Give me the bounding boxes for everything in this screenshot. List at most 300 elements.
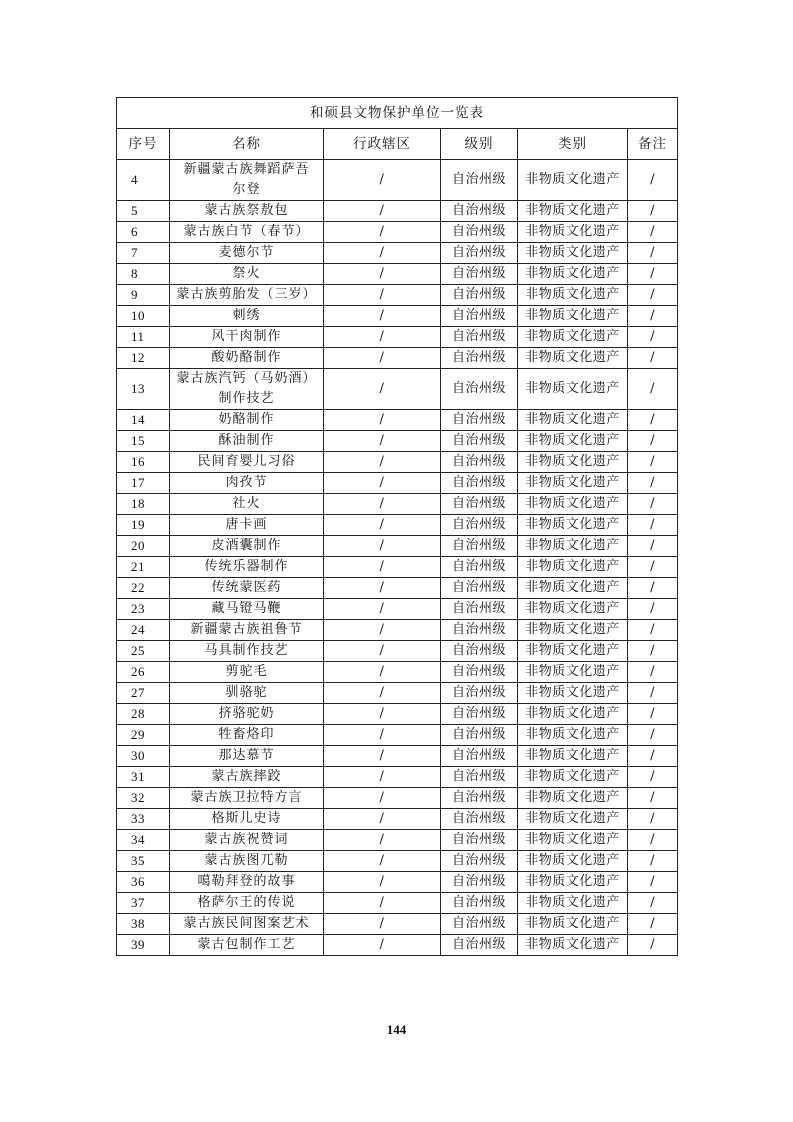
row-number-cell: 17 bbox=[117, 473, 170, 494]
category-cell: 非物质文化遗产 bbox=[518, 243, 628, 264]
note-cell: / bbox=[628, 348, 678, 369]
district-cell: / bbox=[324, 327, 441, 348]
name-line: 刺绣 bbox=[232, 308, 261, 323]
table-row bbox=[117, 746, 678, 767]
district-cell: / bbox=[324, 704, 441, 725]
header-district: 行政辖区 bbox=[324, 129, 441, 160]
category-cell: 非物质文化遗产 bbox=[518, 201, 628, 222]
level-cell: 自治州级 bbox=[441, 788, 518, 809]
table-row bbox=[117, 410, 678, 431]
district-cell: / bbox=[324, 369, 441, 410]
name-cell bbox=[170, 327, 324, 348]
name-cell bbox=[170, 160, 324, 201]
table-row bbox=[117, 201, 678, 222]
category-cell: 非物质文化遗产 bbox=[518, 348, 628, 369]
note-cell: / bbox=[628, 536, 678, 557]
row-number-cell: 24 bbox=[117, 620, 170, 641]
level-cell: 自治州级 bbox=[441, 851, 518, 872]
name-cell bbox=[170, 306, 324, 327]
name-cell bbox=[170, 536, 324, 557]
district-cell: / bbox=[324, 872, 441, 893]
level-cell: 自治州级 bbox=[441, 410, 518, 431]
note-cell: / bbox=[628, 285, 678, 306]
district-cell: / bbox=[324, 830, 441, 851]
level-cell: 自治州级 bbox=[441, 494, 518, 515]
name-line: 牲畜烙印 bbox=[218, 727, 275, 742]
name-line: 尔登 bbox=[232, 182, 261, 197]
district-cell: / bbox=[324, 452, 441, 473]
name-line: 那达慕节 bbox=[218, 748, 275, 763]
row-number-cell: 18 bbox=[117, 494, 170, 515]
category-cell: 非物质文化遗产 bbox=[518, 473, 628, 494]
name-cell bbox=[170, 285, 324, 306]
district-cell: / bbox=[324, 578, 441, 599]
row-number-cell: 11 bbox=[117, 327, 170, 348]
note-cell: / bbox=[628, 599, 678, 620]
note-cell: / bbox=[628, 935, 678, 956]
note-cell: / bbox=[628, 830, 678, 851]
table-row bbox=[117, 264, 678, 285]
name-cell bbox=[170, 767, 324, 788]
name-line: 马具制作技艺 bbox=[204, 643, 289, 658]
district-cell: / bbox=[324, 641, 441, 662]
table-row bbox=[117, 725, 678, 746]
note-cell: / bbox=[628, 515, 678, 536]
row-number-cell: 34 bbox=[117, 830, 170, 851]
note-cell: / bbox=[628, 243, 678, 264]
name-cell bbox=[170, 935, 324, 956]
category-cell: 非物质文化遗产 bbox=[518, 327, 628, 348]
district-cell: / bbox=[324, 662, 441, 683]
level-cell: 自治州级 bbox=[441, 872, 518, 893]
name-line: 挤骆驼奶 bbox=[218, 706, 275, 721]
header-note: 备注 bbox=[628, 129, 678, 160]
note-cell: / bbox=[628, 788, 678, 809]
name-line: 唐卡画 bbox=[225, 517, 268, 532]
name-cell bbox=[170, 473, 324, 494]
name-line: 剪驼毛 bbox=[225, 664, 268, 679]
row-number-cell: 32 bbox=[117, 788, 170, 809]
row-number-cell: 26 bbox=[117, 662, 170, 683]
name-cell bbox=[170, 348, 324, 369]
district-cell: / bbox=[324, 222, 441, 243]
table-row bbox=[117, 872, 678, 893]
category-cell: 非物质文化遗产 bbox=[518, 599, 628, 620]
note-cell: / bbox=[628, 473, 678, 494]
row-number-cell: 5 bbox=[117, 201, 170, 222]
row-number-cell: 6 bbox=[117, 222, 170, 243]
name-line: 祭火 bbox=[232, 266, 261, 281]
name-cell bbox=[170, 851, 324, 872]
table-row bbox=[117, 578, 678, 599]
level-cell: 自治州级 bbox=[441, 641, 518, 662]
district-cell: / bbox=[324, 935, 441, 956]
name-line: 蒙古族摔跤 bbox=[211, 769, 282, 784]
header-category: 类别 bbox=[518, 129, 628, 160]
row-number-cell: 30 bbox=[117, 746, 170, 767]
name-cell bbox=[170, 809, 324, 830]
category-cell: 非物质文化遗产 bbox=[518, 515, 628, 536]
category-cell: 非物质文化遗产 bbox=[518, 725, 628, 746]
table-row bbox=[117, 473, 678, 494]
name-cell bbox=[170, 725, 324, 746]
name-line: 噶勒拜登的故事 bbox=[197, 874, 296, 889]
level-cell: 自治州级 bbox=[441, 893, 518, 914]
district-cell: / bbox=[324, 348, 441, 369]
category-cell: 非物质文化遗产 bbox=[518, 222, 628, 243]
name-line: 蒙古族白节（春节） bbox=[183, 224, 310, 239]
name-cell bbox=[170, 557, 324, 578]
category-cell: 非物质文化遗产 bbox=[518, 788, 628, 809]
category-cell: 非物质文化遗产 bbox=[518, 641, 628, 662]
district-cell: / bbox=[324, 285, 441, 306]
level-cell: 自治州级 bbox=[441, 620, 518, 641]
note-cell: / bbox=[628, 641, 678, 662]
category-cell: 非物质文化遗产 bbox=[518, 578, 628, 599]
name-cell bbox=[170, 872, 324, 893]
name-line: 酥油制作 bbox=[218, 433, 275, 448]
level-cell: 自治州级 bbox=[441, 306, 518, 327]
level-cell: 自治州级 bbox=[441, 683, 518, 704]
category-cell: 非物质文化遗产 bbox=[518, 410, 628, 431]
name-line: 社火 bbox=[232, 496, 261, 511]
level-cell: 自治州级 bbox=[441, 536, 518, 557]
district-cell: / bbox=[324, 599, 441, 620]
level-cell: 自治州级 bbox=[441, 222, 518, 243]
category-cell: 非物质文化遗产 bbox=[518, 306, 628, 327]
level-cell: 自治州级 bbox=[441, 515, 518, 536]
level-cell: 自治州级 bbox=[441, 725, 518, 746]
table-row bbox=[117, 557, 678, 578]
row-number-cell: 25 bbox=[117, 641, 170, 662]
row-number-cell: 33 bbox=[117, 809, 170, 830]
table-row bbox=[117, 515, 678, 536]
row-number-cell: 39 bbox=[117, 935, 170, 956]
name-line: 蒙古族剪胎发（三岁） bbox=[176, 287, 317, 302]
note-cell: / bbox=[628, 160, 678, 201]
note-cell: / bbox=[628, 327, 678, 348]
level-cell: 自治州级 bbox=[441, 285, 518, 306]
name-line: 民间育婴儿习俗 bbox=[197, 454, 296, 469]
note-cell: / bbox=[628, 725, 678, 746]
name-cell bbox=[170, 788, 324, 809]
name-cell bbox=[170, 201, 324, 222]
row-number-cell: 14 bbox=[117, 410, 170, 431]
table-row bbox=[117, 348, 678, 369]
note-cell: / bbox=[628, 809, 678, 830]
header-no: 序号 bbox=[117, 129, 170, 160]
name-cell bbox=[170, 243, 324, 264]
district-cell: / bbox=[324, 536, 441, 557]
name-cell bbox=[170, 452, 324, 473]
note-cell: / bbox=[628, 851, 678, 872]
note-cell: / bbox=[628, 578, 678, 599]
name-cell bbox=[170, 893, 324, 914]
row-number-cell: 10 bbox=[117, 306, 170, 327]
note-cell: / bbox=[628, 306, 678, 327]
name-line: 蒙古族民间图案艺术 bbox=[183, 916, 310, 931]
table-row bbox=[117, 662, 678, 683]
table-row bbox=[117, 306, 678, 327]
name-cell bbox=[170, 515, 324, 536]
name-cell bbox=[170, 704, 324, 725]
district-cell: / bbox=[324, 851, 441, 872]
level-cell: 自治州级 bbox=[441, 473, 518, 494]
name-cell bbox=[170, 494, 324, 515]
category-cell: 非物质文化遗产 bbox=[518, 893, 628, 914]
name-cell bbox=[170, 620, 324, 641]
table-row bbox=[117, 160, 678, 201]
level-cell: 自治州级 bbox=[441, 243, 518, 264]
level-cell: 自治州级 bbox=[441, 914, 518, 935]
category-cell: 非物质文化遗产 bbox=[518, 830, 628, 851]
category-cell: 非物质文化遗产 bbox=[518, 746, 628, 767]
note-cell: / bbox=[628, 767, 678, 788]
row-number-cell: 29 bbox=[117, 725, 170, 746]
name-cell bbox=[170, 410, 324, 431]
note-cell: / bbox=[628, 914, 678, 935]
name-line: 新疆蒙古族祖鲁节 bbox=[190, 622, 303, 637]
row-number-cell: 28 bbox=[117, 704, 170, 725]
district-cell: / bbox=[324, 431, 441, 452]
note-cell: / bbox=[628, 683, 678, 704]
table-row bbox=[117, 431, 678, 452]
row-number-cell: 7 bbox=[117, 243, 170, 264]
district-cell: / bbox=[324, 683, 441, 704]
level-cell: 自治州级 bbox=[441, 264, 518, 285]
note-cell: / bbox=[628, 201, 678, 222]
note-cell: / bbox=[628, 893, 678, 914]
table-body bbox=[117, 160, 678, 956]
level-cell: 自治州级 bbox=[441, 557, 518, 578]
row-number-cell: 12 bbox=[117, 348, 170, 369]
district-cell: / bbox=[324, 914, 441, 935]
row-number-cell: 8 bbox=[117, 264, 170, 285]
name-line: 酸奶酪制作 bbox=[211, 350, 282, 365]
note-cell: / bbox=[628, 222, 678, 243]
row-number-cell: 27 bbox=[117, 683, 170, 704]
row-number-cell: 23 bbox=[117, 599, 170, 620]
table-title: 和硕县文物保护单位一览表 bbox=[117, 98, 678, 129]
table-row bbox=[117, 620, 678, 641]
name-line: 麦德尔节 bbox=[218, 245, 275, 260]
row-number-cell: 38 bbox=[117, 914, 170, 935]
table-row bbox=[117, 851, 678, 872]
name-cell bbox=[170, 746, 324, 767]
category-cell: 非物质文化遗产 bbox=[518, 264, 628, 285]
table-row bbox=[117, 599, 678, 620]
name-cell bbox=[170, 369, 324, 410]
heritage-table bbox=[116, 97, 678, 956]
name-line: 格斯儿史诗 bbox=[211, 811, 282, 826]
category-cell: 非物质文化遗产 bbox=[518, 914, 628, 935]
category-cell: 非物质文化遗产 bbox=[518, 683, 628, 704]
name-line: 蒙古族祭敖包 bbox=[204, 203, 289, 218]
table-row bbox=[117, 893, 678, 914]
level-cell: 自治州级 bbox=[441, 767, 518, 788]
name-cell bbox=[170, 914, 324, 935]
category-cell: 非物质文化遗产 bbox=[518, 851, 628, 872]
name-line: 新疆蒙古族舞蹈萨吾 bbox=[183, 162, 310, 177]
table-row bbox=[117, 830, 678, 851]
district-cell: / bbox=[324, 494, 441, 515]
category-cell: 非物质文化遗产 bbox=[518, 431, 628, 452]
level-cell: 自治州级 bbox=[441, 348, 518, 369]
note-cell: / bbox=[628, 620, 678, 641]
category-cell: 非物质文化遗产 bbox=[518, 452, 628, 473]
district-cell: / bbox=[324, 201, 441, 222]
level-cell: 自治州级 bbox=[441, 935, 518, 956]
category-cell: 非物质文化遗产 bbox=[518, 935, 628, 956]
name-line: 格萨尔王的传说 bbox=[197, 895, 296, 910]
name-cell bbox=[170, 578, 324, 599]
table-row bbox=[117, 327, 678, 348]
district-cell: / bbox=[324, 160, 441, 201]
name-cell bbox=[170, 683, 324, 704]
table-row bbox=[117, 788, 678, 809]
category-cell: 非物质文化遗产 bbox=[518, 704, 628, 725]
table-row bbox=[117, 641, 678, 662]
name-line: 蒙古族图兀勒 bbox=[204, 853, 289, 868]
district-cell: / bbox=[324, 767, 441, 788]
level-cell: 自治州级 bbox=[441, 452, 518, 473]
category-cell: 非物质文化遗产 bbox=[518, 872, 628, 893]
category-cell: 非物质文化遗产 bbox=[518, 536, 628, 557]
row-number-cell: 15 bbox=[117, 431, 170, 452]
district-cell: / bbox=[324, 893, 441, 914]
district-cell: / bbox=[324, 306, 441, 327]
name-line: 蒙古族卫拉特方言 bbox=[190, 790, 303, 805]
district-cell: / bbox=[324, 410, 441, 431]
district-cell: / bbox=[324, 725, 441, 746]
category-cell: 非物质文化遗产 bbox=[518, 494, 628, 515]
level-cell: 自治州级 bbox=[441, 746, 518, 767]
table-row bbox=[117, 369, 678, 410]
level-cell: 自治州级 bbox=[441, 431, 518, 452]
row-number-cell: 9 bbox=[117, 285, 170, 306]
table-row bbox=[117, 285, 678, 306]
row-number-cell: 4 bbox=[117, 160, 170, 201]
level-cell: 自治州级 bbox=[441, 704, 518, 725]
header-name: 名称 bbox=[170, 129, 324, 160]
category-cell: 非物质文化遗产 bbox=[518, 662, 628, 683]
name-line: 奶酪制作 bbox=[218, 412, 275, 427]
district-cell: / bbox=[324, 809, 441, 830]
table-row bbox=[117, 494, 678, 515]
level-cell: 自治州级 bbox=[441, 578, 518, 599]
header-level: 级别 bbox=[441, 129, 518, 160]
level-cell: 自治州级 bbox=[441, 201, 518, 222]
name-cell bbox=[170, 830, 324, 851]
table-row bbox=[117, 767, 678, 788]
district-cell: / bbox=[324, 746, 441, 767]
category-cell: 非物质文化遗产 bbox=[518, 767, 628, 788]
row-number-cell: 19 bbox=[117, 515, 170, 536]
table-row bbox=[117, 809, 678, 830]
district-cell: / bbox=[324, 788, 441, 809]
name-cell bbox=[170, 641, 324, 662]
name-line: 藏马镫马鞭 bbox=[211, 601, 282, 616]
row-number-cell: 31 bbox=[117, 767, 170, 788]
name-line: 风干肉制作 bbox=[211, 329, 282, 344]
note-cell: / bbox=[628, 494, 678, 515]
row-number-cell: 35 bbox=[117, 851, 170, 872]
category-cell: 非物质文化遗产 bbox=[518, 369, 628, 410]
district-cell: / bbox=[324, 620, 441, 641]
table-row bbox=[117, 222, 678, 243]
district-cell: / bbox=[324, 515, 441, 536]
name-line: 蒙古族祝赞词 bbox=[204, 832, 289, 847]
name-line: 制作技艺 bbox=[218, 391, 275, 406]
note-cell: / bbox=[628, 557, 678, 578]
row-number-cell: 37 bbox=[117, 893, 170, 914]
table-row bbox=[117, 704, 678, 725]
table-header-row bbox=[117, 129, 678, 160]
level-cell: 自治州级 bbox=[441, 662, 518, 683]
level-cell: 自治州级 bbox=[441, 160, 518, 201]
table-row bbox=[117, 935, 678, 956]
district-cell: / bbox=[324, 473, 441, 494]
category-cell: 非物质文化遗产 bbox=[518, 620, 628, 641]
name-cell bbox=[170, 264, 324, 285]
category-cell: 非物质文化遗产 bbox=[518, 809, 628, 830]
name-cell bbox=[170, 662, 324, 683]
district-cell: / bbox=[324, 557, 441, 578]
table-row bbox=[117, 683, 678, 704]
table-row bbox=[117, 536, 678, 557]
row-number-cell: 20 bbox=[117, 536, 170, 557]
level-cell: 自治州级 bbox=[441, 830, 518, 851]
district-cell: / bbox=[324, 264, 441, 285]
name-cell bbox=[170, 599, 324, 620]
row-number-cell: 36 bbox=[117, 872, 170, 893]
name-cell bbox=[170, 222, 324, 243]
table-row bbox=[117, 452, 678, 473]
level-cell: 自治州级 bbox=[441, 809, 518, 830]
category-cell: 非物质文化遗产 bbox=[518, 285, 628, 306]
page-number: 144 bbox=[386, 1022, 407, 1037]
row-number-cell: 13 bbox=[117, 369, 170, 410]
name-line: 皮酒囊制作 bbox=[211, 538, 282, 553]
level-cell: 自治州级 bbox=[441, 369, 518, 410]
table-title-row bbox=[117, 98, 678, 129]
name-line: 传统乐器制作 bbox=[204, 559, 289, 574]
name-line: 蒙古包制作工艺 bbox=[197, 937, 296, 952]
name-line: 驯骆驼 bbox=[225, 685, 268, 700]
name-line: 传统蒙医药 bbox=[211, 580, 282, 595]
category-cell: 非物质文化遗产 bbox=[518, 557, 628, 578]
note-cell: / bbox=[628, 662, 678, 683]
district-cell: / bbox=[324, 243, 441, 264]
row-number-cell: 21 bbox=[117, 557, 170, 578]
name-cell bbox=[170, 431, 324, 452]
table-row bbox=[117, 914, 678, 935]
name-line: 肉孜节 bbox=[225, 475, 268, 490]
note-cell: / bbox=[628, 431, 678, 452]
note-cell: / bbox=[628, 452, 678, 473]
note-cell: / bbox=[628, 410, 678, 431]
note-cell: / bbox=[628, 704, 678, 725]
note-cell: / bbox=[628, 369, 678, 410]
level-cell: 自治州级 bbox=[441, 327, 518, 348]
row-number-cell: 16 bbox=[117, 452, 170, 473]
note-cell: / bbox=[628, 872, 678, 893]
row-number-cell: 22 bbox=[117, 578, 170, 599]
note-cell: / bbox=[628, 264, 678, 285]
table-row bbox=[117, 243, 678, 264]
level-cell: 自治州级 bbox=[441, 599, 518, 620]
note-cell: / bbox=[628, 746, 678, 767]
